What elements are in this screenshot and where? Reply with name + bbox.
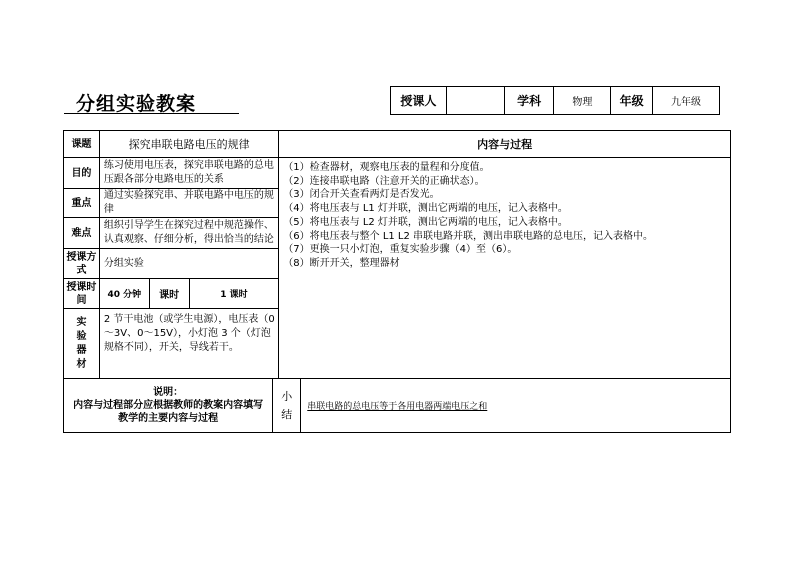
teacher-value[interactable] <box>446 87 504 115</box>
title-underline <box>64 113 239 114</box>
topic-value: 探究串联电路电压的规律 <box>99 131 278 158</box>
step-4: （4）将电压表与 L1 灯并联，测出它两端的电压，记入表格中。 <box>283 203 568 215</box>
hours-label: 课时 <box>149 279 189 309</box>
step-3: （3）闭合开关查看两灯是否发光。 <box>283 189 440 201</box>
summary-value: 串联电路的总电压等于各用电器两端电压之和 <box>301 379 731 433</box>
equipment-label: 实验器材 <box>64 309 100 379</box>
grade-value[interactable]: 九年级 <box>652 87 719 115</box>
note-cell <box>64 379 273 433</box>
key-value: 通过实验探究串、并联电路中电压的规律 <box>99 189 278 218</box>
step-8: （8）断开开关，整理器材 <box>283 257 400 269</box>
step-5: （5）将电压表与 L2 灯并联，测出它两端的电压，记入表格中。 <box>283 216 568 228</box>
content-header: 内容与过程 <box>279 131 731 158</box>
time-value: 40 分钟 <box>99 279 149 309</box>
lesson-plan-table <box>63 130 731 433</box>
step-7: （7）更换一只小灯泡，重复实验步骤（4）至（6）。 <box>283 244 518 256</box>
teacher-label: 授课人 <box>391 87 447 115</box>
subject-value[interactable]: 物理 <box>554 87 611 115</box>
method-label: 授课方式 <box>64 249 100 279</box>
steps-cell <box>279 158 731 379</box>
step-2: （2）连接串联电路（注意开关的正确状态）。 <box>283 175 485 187</box>
goal-value: 练习使用电压表，探究串联电路的总电压跟各部分电路电压的关系 <box>99 158 278 189</box>
method-value: 分组实验 <box>99 249 278 279</box>
subject-label: 学科 <box>504 87 554 115</box>
note-title: 说明： <box>153 387 184 398</box>
time-label: 授课时间 <box>64 279 100 309</box>
summary-label: 小结 <box>273 379 301 433</box>
equipment-value: 2 节干电池（或学生电源），电压表（0～3V、0～15V），小灯泡 3 个（灯泡规格不同），开关，导线若干。 <box>99 309 278 379</box>
note-body: 内容与过程部分应根据教师的教案内容填写教学的主要内容与过程 <box>73 400 264 424</box>
page-title: 分组实验教案 <box>76 93 197 115</box>
difficulty-label: 难点 <box>64 218 100 249</box>
goal-label: 目的 <box>64 158 100 189</box>
grade-label: 年级 <box>611 87 653 115</box>
key-label: 重点 <box>64 189 100 218</box>
hours-value: 1 课时 <box>189 279 279 309</box>
difficulty-value: 组织引导学生在探究过程中规范操作、认真观察、仔细分析，得出恰当的结论 <box>99 218 278 249</box>
step-1: （1）检查器材，观察电压表的量程和分度值。 <box>283 162 490 173</box>
step-6: （6）将电压表与整个 L1 L2 串联电路并联，测出串联电路的总电压，记入表格中。 <box>283 230 654 242</box>
topic-label: 课题 <box>64 131 100 158</box>
header-table <box>390 86 720 115</box>
